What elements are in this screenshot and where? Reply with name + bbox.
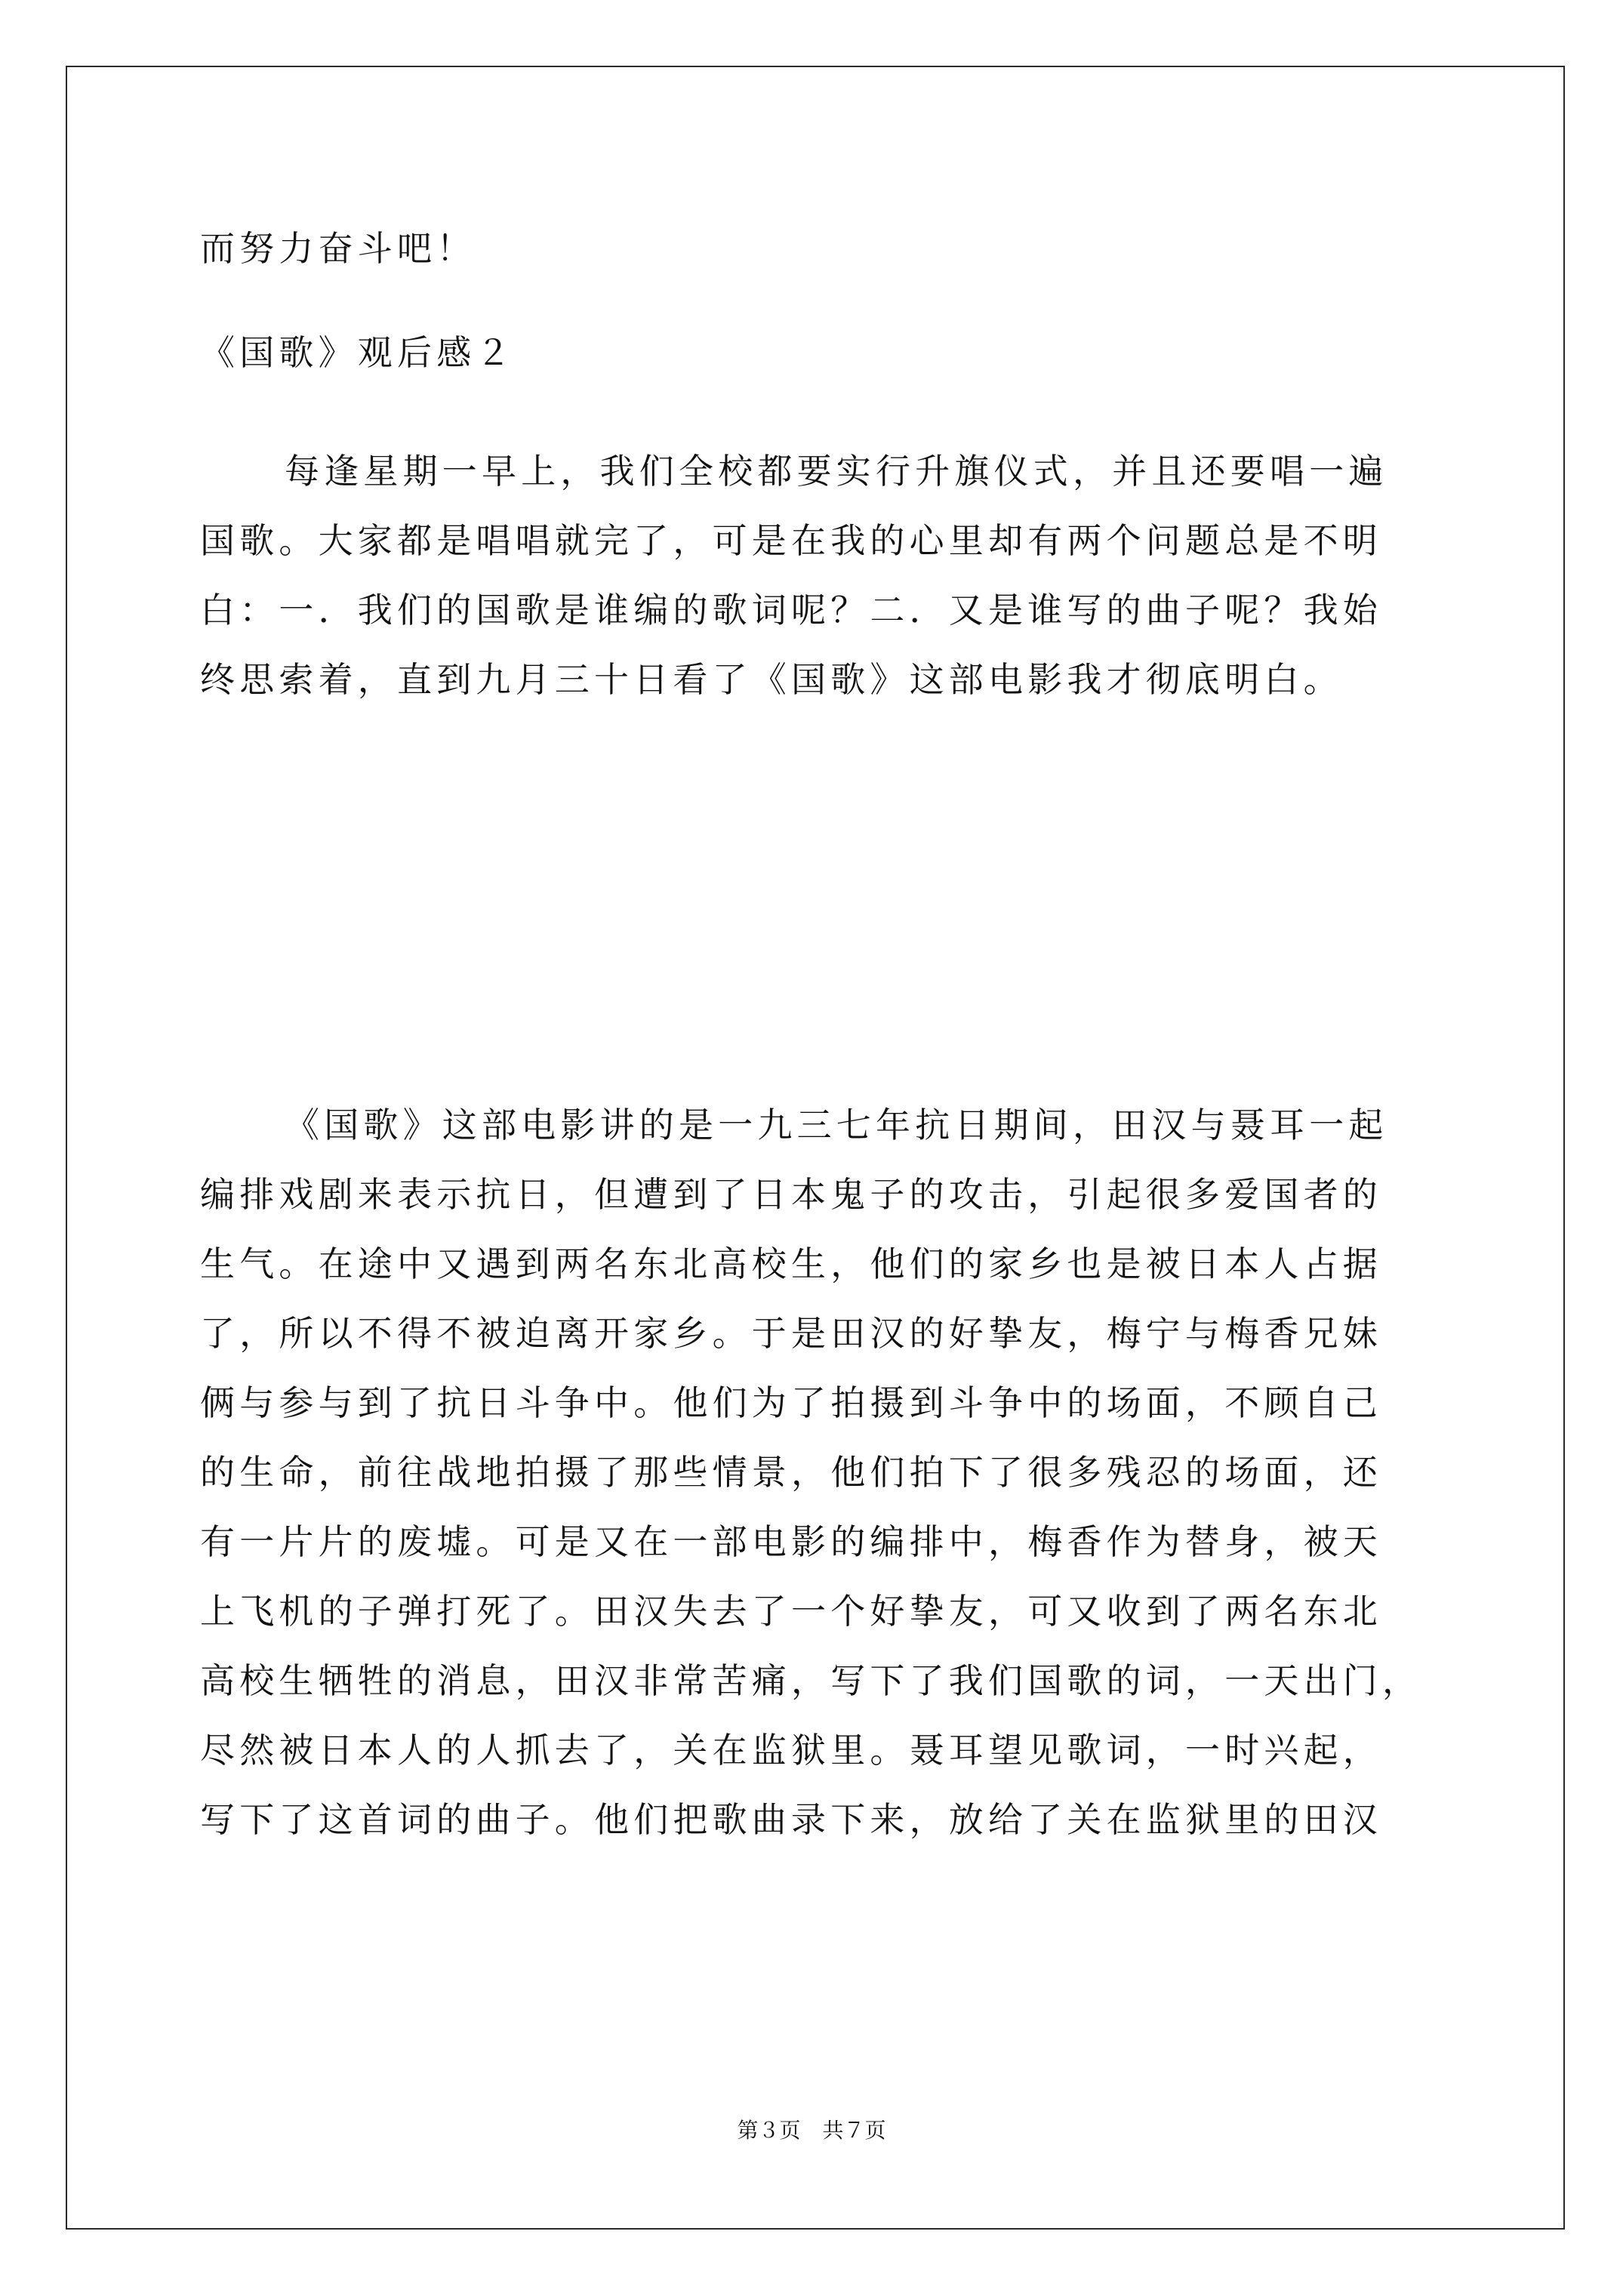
paragraph-line: 尽然被日本人的人抓去了，关在监狱里。聂耳望见歌词，一时兴起， <box>200 1730 1382 1771</box>
paragraph-line: 生气。在途中又遇到两名东北高校生，他们的家乡也是被日本人占据 <box>200 1244 1382 1284</box>
page-total: 共７页 <box>822 2118 886 2143</box>
paragraph-line: 写下了这首词的曲子。他们把歌曲录下来，放给了关在监狱里的田汉 <box>200 1799 1382 1840</box>
paragraph-line: 《国歌》这部电影讲的是一九三七年抗日期间，田汉与聂耳一起 <box>285 1105 1388 1145</box>
paragraph-line: 有一片片的废墟。可是又在一部电影的编排中，梅香作为替身，被天 <box>200 1521 1382 1562</box>
paragraph-2 <box>200 1090 1431 1854</box>
paragraph-line: 白：一．我们的国歌是谁编的歌词呢？二．又是谁写的曲子呢？我始 <box>200 590 1382 630</box>
paragraph-1 <box>200 436 1431 714</box>
paragraph-line: 国歌。大家都是唱唱就完了，可是在我的心里却有两个问题总是不明 <box>200 520 1382 561</box>
paragraph-line: 每逢星期一早上，我们全校都要实行升旗仪式，并且还要唱一遍 <box>285 451 1388 492</box>
paragraph-line: 俩与参与到了抗日斗争中。他们为了拍摄到斗争中的场面，不顾自己 <box>200 1382 1382 1423</box>
paragraph-line: 上飞机的子弹打死了。田汉失去了一个好挚友，可又收到了两名东北 <box>200 1591 1382 1632</box>
paragraph-line: 编排戏剧来表示抗日，但遭到了日本鬼子的攻击，引起很多爱国者的 <box>200 1174 1382 1215</box>
paragraph-line: 的生命，前往战地拍摄了那些情景，他们拍下了很多残忍的场面，还 <box>200 1452 1382 1493</box>
page-number: 第３页 <box>737 2118 801 2143</box>
section-heading: 《国歌》观后感２ <box>200 332 516 373</box>
continuation-line: 而努力奋斗吧！ <box>200 228 476 269</box>
paragraph-line: 了，所以不得不被迫离开家乡。于是田汉的好挚友，梅宁与梅香兄妹 <box>200 1313 1382 1354</box>
paragraph-line: 终思索着，直到九月三十日看了《国歌》这部电影我才彻底明白。 <box>200 659 1343 700</box>
page-footer <box>0 2114 1623 2144</box>
paragraph-line: 高校生牺牲的消息，田汉非常苦痛，写下了我们国歌的词，一天出门， <box>200 1660 1422 1701</box>
